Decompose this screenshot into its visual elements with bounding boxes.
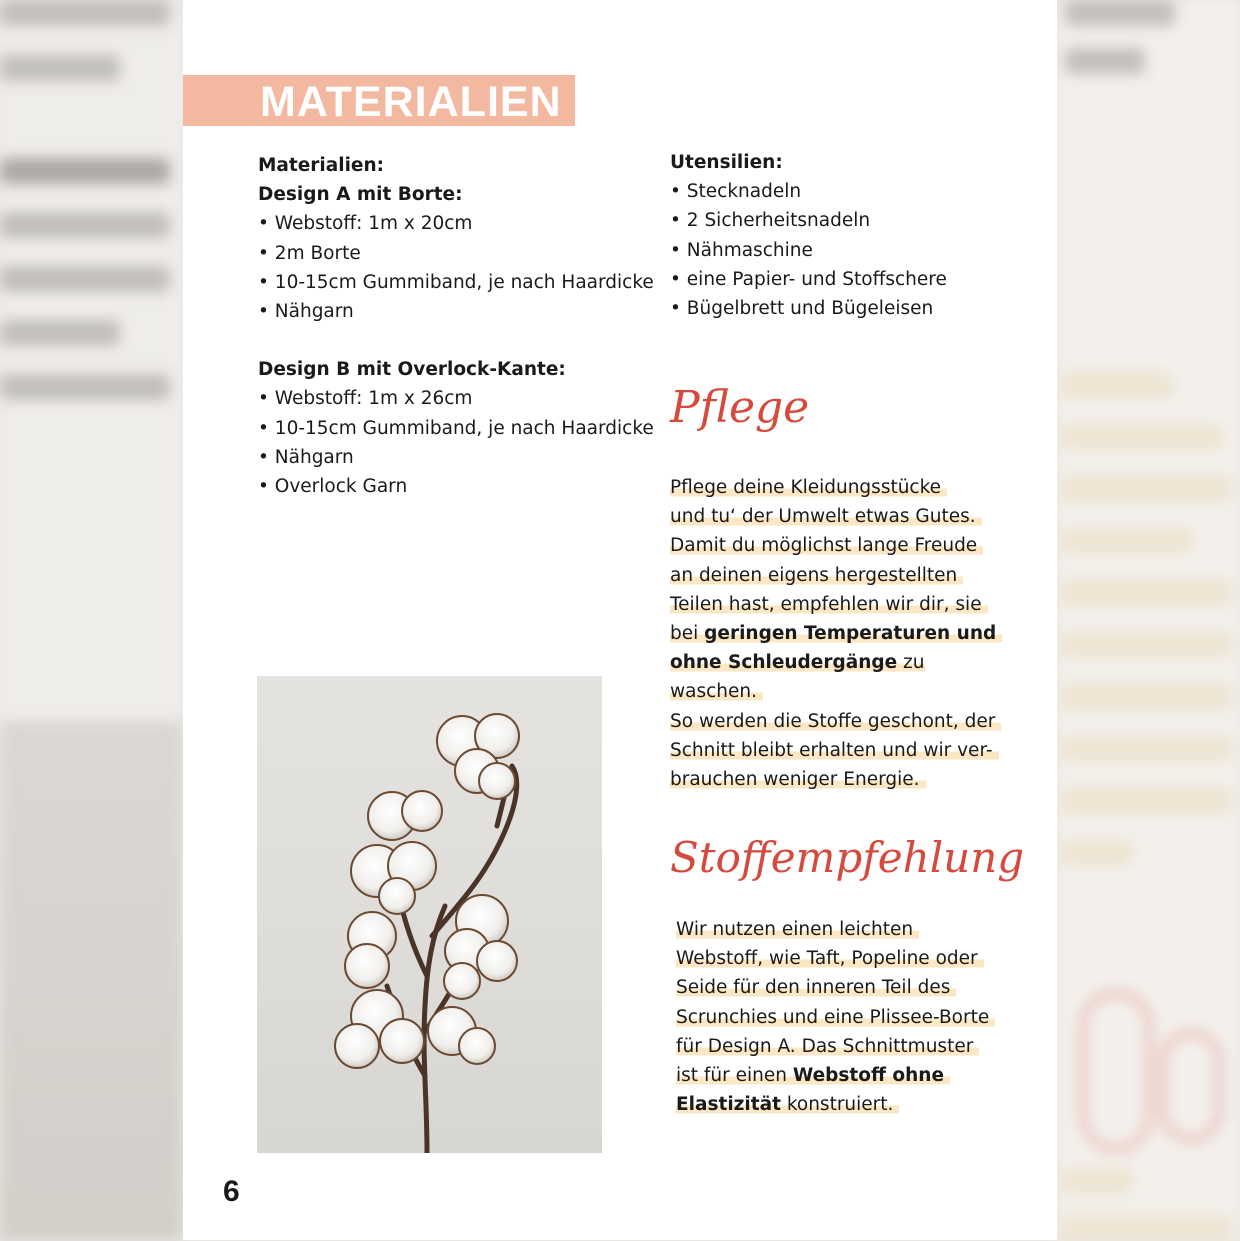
background-text-blur [0,158,170,184]
background-highlight-blur [1062,476,1232,502]
care-line: an deinen eigens hergestellten [670,565,963,586]
care-line: So werden die Stoffe geschont, der [670,711,1001,732]
care-line: und tu‘ der Umwelt etwas Gutes. [670,506,982,527]
background-highlight-blur [1062,632,1232,658]
fabric-line-text: ist für einen [676,1065,793,1087]
list-item: • Webstoff: 1m x 26cm [258,388,473,410]
fabric-line: Seide für den inneren Teil des [676,977,956,998]
background-text-blur [0,320,120,346]
utensils-section [670,148,1010,323]
background-highlight-blur [1062,580,1232,606]
design-a-heading: Design A mit Borte: [258,184,463,206]
background-script-blur [1160,1030,1222,1142]
background-highlight-blur [1062,372,1172,398]
background-script-blur [1080,990,1152,1152]
background-text-blur [1065,48,1145,74]
design-b-heading: Design B mit Overlock-Kante: [258,359,566,381]
list-item: • Nähgarn [258,301,354,323]
background-highlight-blur [1062,684,1232,710]
background-highlight-blur [1062,736,1232,762]
fabric-paragraph [676,915,1016,1119]
list-item: • 2 Sicherheitsnadeln [670,210,871,232]
materials-section [258,151,658,501]
list-item: • eine Papier- und Stoffschere [670,268,947,290]
background-photo-blur [0,720,183,1240]
care-emphasis: geringen Temperaturen und [704,623,997,645]
list-item: • Nähgarn [258,446,354,468]
care-line: Teilen hast, empfehlen wir dir, sie [670,594,988,615]
fabric-line: Wir nutzen einen leichten [676,919,919,940]
care-line-text: zu waschen. [670,652,925,703]
cotton-branch-photo [257,676,602,1153]
care-emphasis: ohne Schleudergänge [670,652,898,674]
background-highlight-blur [1062,1215,1232,1241]
utensils-heading: Utensilien: [670,152,783,173]
list-item: • 2m Borte [258,242,361,264]
list-item: • Overlock Garn [258,476,408,498]
background-text-blur [0,55,120,81]
list-item: • 10-15cm Gummiband, je nach Haardicke [258,417,654,439]
list-item: • Webstoff: 1m x 20cm [258,213,473,235]
background-text-blur [0,0,170,26]
fabric-line: Webstoff, wie Taft, Popeline oder [676,948,984,969]
background-highlight-blur [1062,528,1192,554]
background-text-blur [0,266,170,292]
background-text-blur [0,374,170,400]
list-item: • 10-15cm Gummiband, je nach Haardicke [258,271,654,293]
background-highlight-blur [1062,424,1222,450]
document-page [183,0,1057,1240]
fabric-line-text: konstruiert. [780,1094,894,1116]
care-line: brauchen weniger Energie. [670,769,926,790]
list-item: • Nähmaschine [670,239,813,261]
list-item: • Stecknadeln [670,181,802,203]
background-highlight-blur [1062,1168,1132,1194]
background-highlight-blur [1062,788,1232,814]
fabric-emphasis: Webstoff ohne [792,1065,945,1087]
care-line: Schnitt bleibt erhalten und wir ver- [670,740,999,761]
fabric-emphasis: Elastizität [676,1094,781,1116]
page-title: MATERIALIEN [260,78,562,126]
list-item: • Bügelbrett und Bügeleisen [670,298,934,320]
cotton-branch-illustration [257,676,602,1153]
background-text-blur [0,212,170,238]
care-line-text: bei [670,623,705,645]
page-number: 6 [223,1175,240,1208]
background-text-blur [1065,0,1175,26]
fabric-heading: Stoffempfehlung [670,833,1025,882]
spacer [258,326,658,355]
care-paragraph [670,473,1010,794]
care-line: Damit du möglichst lange Freude [670,535,983,556]
fabric-line: Scrunchies und eine Plissee-Borte [676,1007,995,1028]
care-heading: Pflege [670,382,810,433]
care-line: Pflege deine Kleidungsstücke [670,477,947,498]
fabric-line: für Design A. Das Schnittmuster [676,1036,979,1057]
background-highlight-blur [1062,840,1132,866]
materials-heading: Materialien: [258,155,385,176]
